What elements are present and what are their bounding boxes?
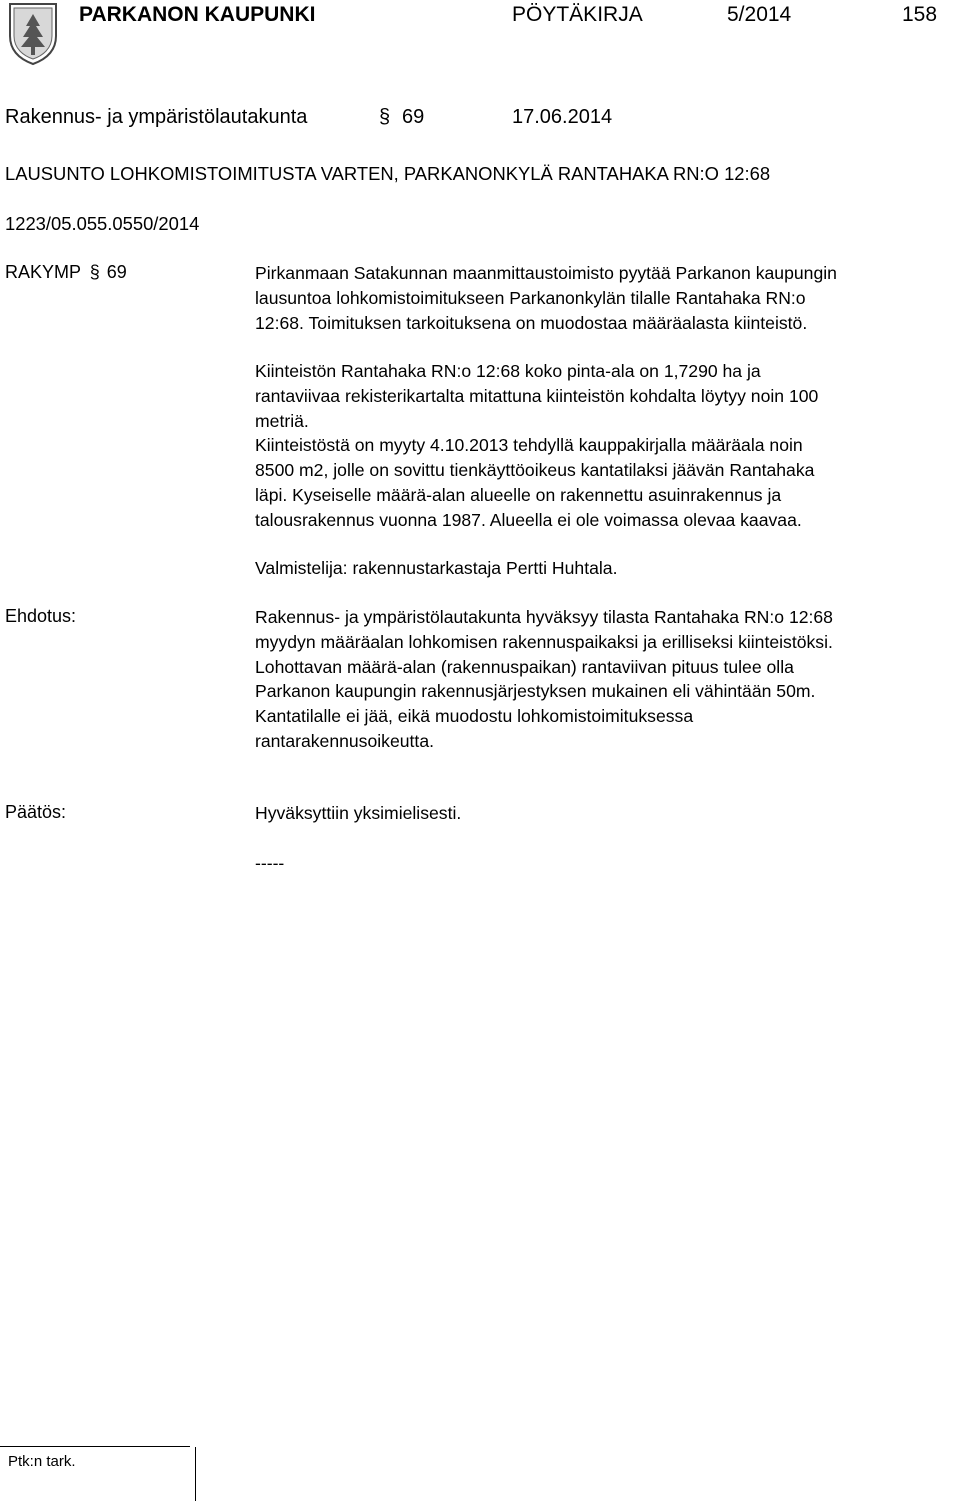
document-type: PÖYTÄKIRJA — [512, 3, 643, 26]
section-symbol: § — [379, 106, 391, 128]
rakymp-section-symbol: § — [89, 262, 100, 282]
page-number: 158 — [902, 3, 938, 26]
item-title: LAUSUNTO LOHKOMISTOIMITUSTA VARTEN, PARKANONKYLÄ RANTAHAKA RN:O 12:68 — [5, 163, 771, 184]
preparer-line: Valmistelija: rakennustarkastaja Pertti Huhtala. — [255, 558, 618, 578]
footer-divider — [195, 1447, 196, 1501]
request-paragraph: Pirkanmaan Satakunnan maanmittaustoimisto pyytää Parkanon kaupungin lausuntoa lohkomistoimitukseen Parkanonkylän tilalle Rantahaka RN:o 12:68. Toimituksen tarkoituksena on muodostaa määräalasta kiinteistö. — [255, 263, 837, 333]
minutes-check-label: Ptk:n tark. — [8, 1453, 76, 1470]
issue-number: 5/2014 — [727, 3, 792, 26]
rakymp-number: 69 — [106, 262, 127, 282]
org-name: PARKANON KAUPUNKI — [79, 3, 316, 26]
property-paragraph: Kiinteistön Rantahaka RN:o 12:68 koko pinta-ala on 1,7290 ha ja rantaviivaa rekisterikartalta mitattuna kiinteistön kohdalta löytyy noin 100 metriä. Kiinteistöstä on myyty 4.10.2013 tehdyllä kauppakirjalla määräala noin 8500 m2, jolle on sovittu tienkäyttöoikeus kantatilaksi jäävän Rantahaka läpi. Kyseiselle määrä-alan alueelle on rakennettu asuinrakennus ja talousrakennus vuonna 1987. Alueella ei ole voimassa olevaa kaavaa. — [255, 361, 819, 530]
meeting-date: 17.06.2014 — [512, 106, 613, 128]
committee-name: Rakennus- ja ympäristölautakunta — [5, 106, 308, 128]
coat-of-arms-icon — [6, 0, 60, 66]
decision-separator: ----- — [255, 853, 285, 873]
proposal-paragraph: Rakennus- ja ympäristölautakunta hyväksyy tilasta Rantahaka RN:o 12:68 myydyn määräalan lohkomisen rakennuspaikaksi ja erilliseksi kiinteistöksi. Lohottavan määrä-alan (rakennuspaikan) rantaviivan pituus tulee olla Parkanon kaupungin rakennusjärjestyksen mukainen eli vähintään 50m. Kantatilalle ei jää, eikä muodostu lohkomistoimituksessa rantarakennusoikeutta. — [255, 607, 833, 751]
decision-label: Päätös: — [5, 802, 67, 822]
rakymp-label: RAKYMP § 69 — [5, 262, 127, 282]
section-number: 69 — [402, 106, 425, 128]
footer-rule — [0, 1446, 190, 1447]
proposal-label: Ehdotus: — [5, 606, 77, 626]
decision-text: Hyväksyttiin yksimielisesti. — [255, 803, 462, 823]
diary-number: 1223/05.055.0550/2014 — [5, 213, 200, 234]
